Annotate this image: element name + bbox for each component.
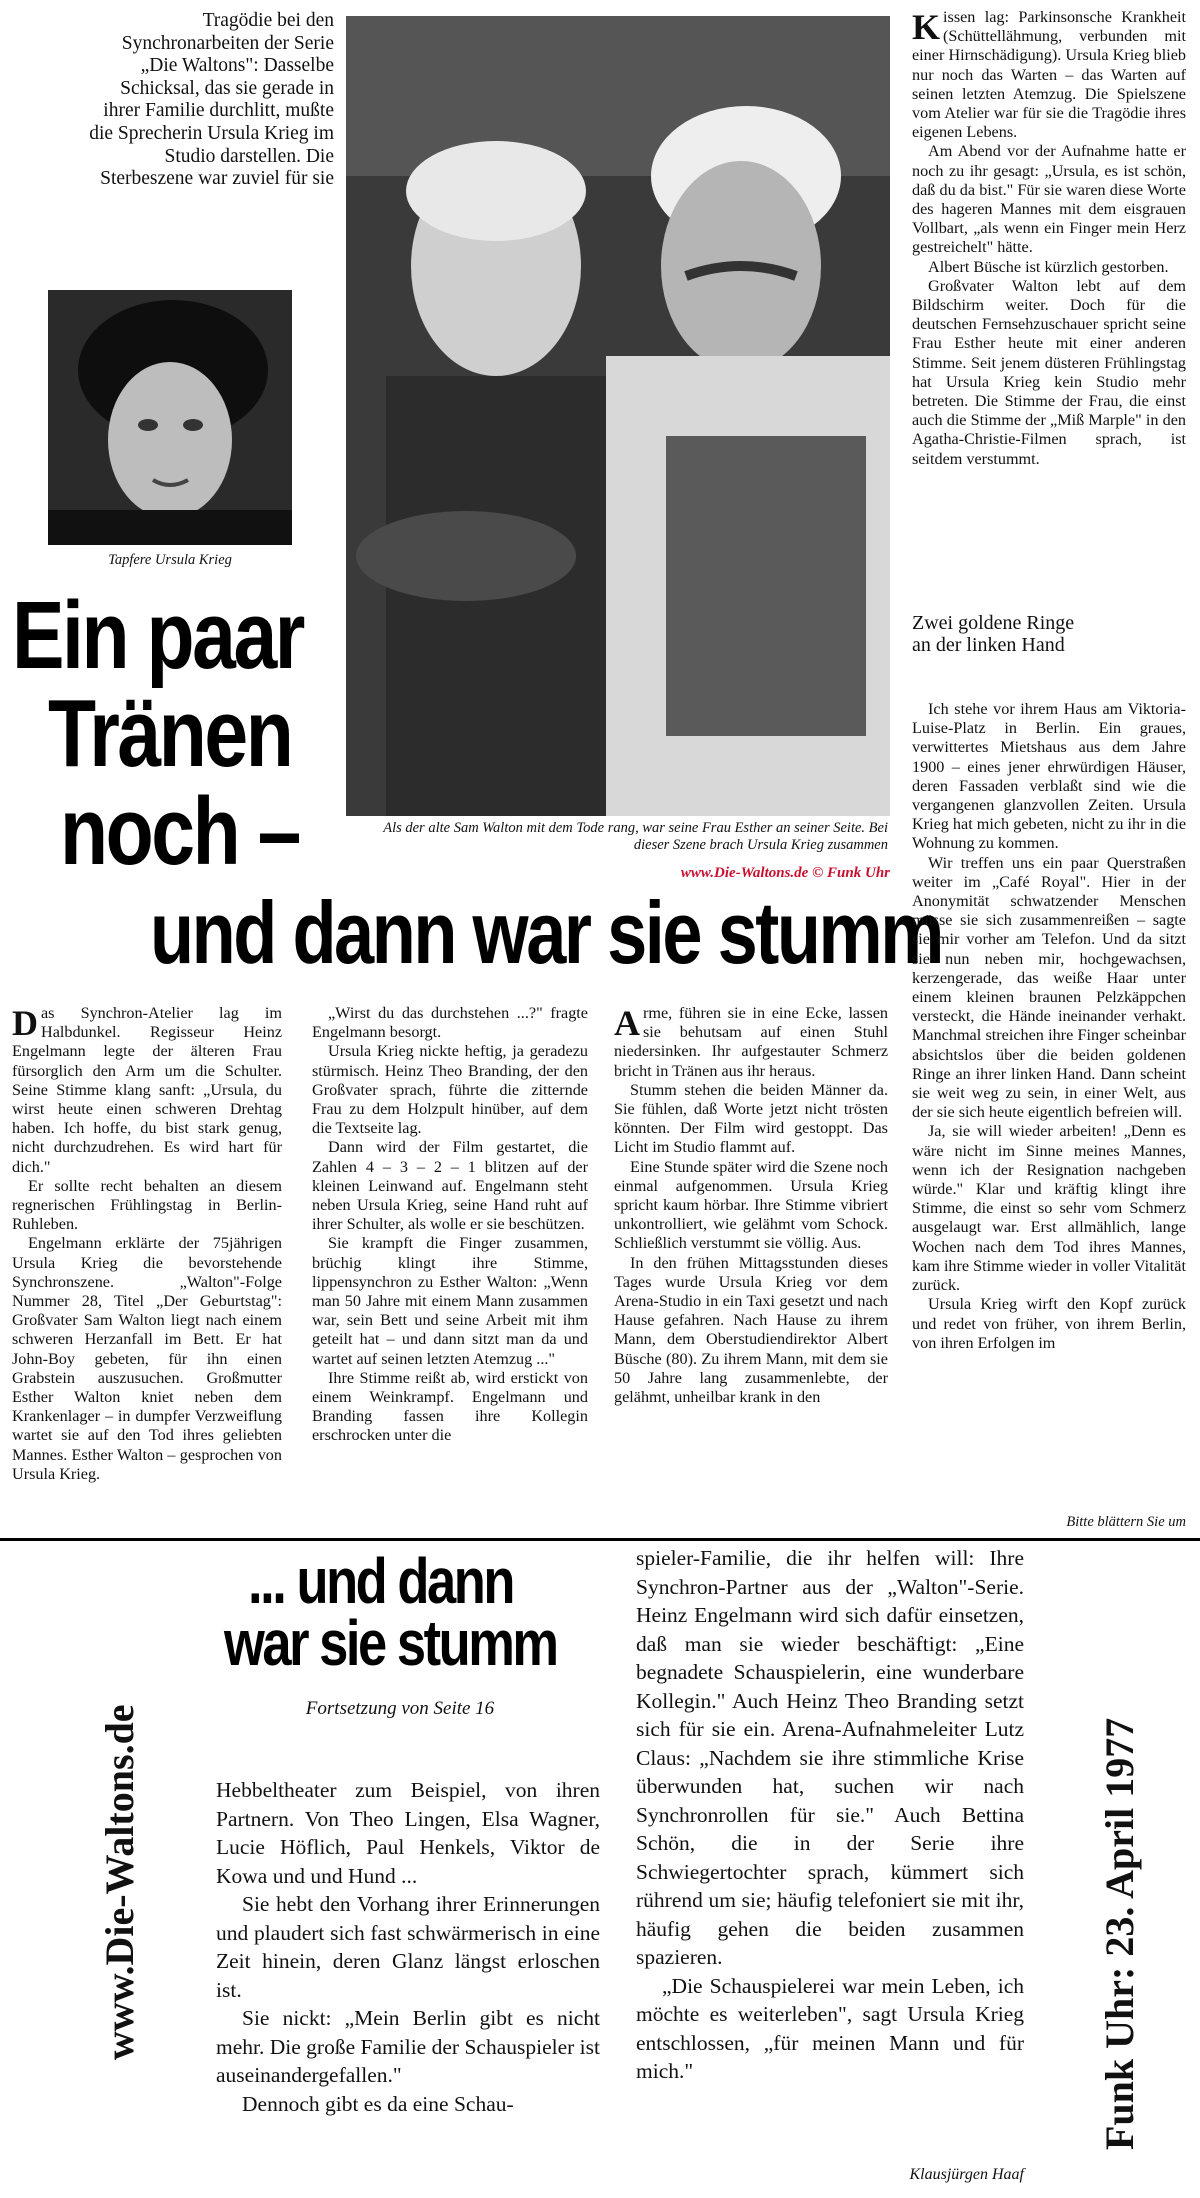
left-vertical-label: www.Die-Waltons.de: [97, 1704, 142, 2060]
waltons-photo: [346, 16, 890, 816]
paragraph: Hebbeltheater zum Beispiel, von ihren Partnern. Von Theo Lingen, Elsa Wagner, Lucie Höflich, Paul Henkels, Viktor de Kowa und und Hund ...: [216, 1778, 600, 1888]
paragraph: Am Abend vor der Aufnahme hatte er noch zu ihr gesagt: „Ursula, es ist schön, daß du da bist." Für sie waren diese Worte des hageren Mannes mit dem eisgrauen Vollbart, „als wenn ein Finger mein Herz gestreichelt" hätte.: [912, 142, 1186, 257]
paragraph: Großvater Walton lebt auf dem Bildschirm weiter. Doch für die deutschen Fernsehzuschauer spricht seine Frau Esther heute mit einer anderen Stimme. Seit jenem düsteren Frühlingstag hat Ursula Krieg kein Studio mehr betreten. Die Stimme der Frau, die einst auch die Stimme der „Miß Marple" in den Agatha-Christie-Filmen sprach, ist seitdem verstummt.: [912, 276, 1186, 468]
paragraph: Ich stehe vor ihrem Haus am Viktoria-Luise-Platz in Berlin. Ein graues, verwittertes Mietshaus aus dem Jahre 1900 – eines jener ehrwürdigen Häuser, deren Fassaden verblaßt sind wie die vergangenen glanzvollen Zeiten. Ursula Krieg hat mich gebeten, nicht zu ihr in die Wohnung zu kommen.: [912, 700, 1186, 853]
headline-line-2: Tränen: [48, 680, 292, 787]
paragraph: Eine Stunde später wird die Szene noch einmal aufgenommen. Ursula Krieg spricht kaum hörbar. Ihre Stimme vibriert unkontrolliert, wie gelähmt vom Schock. Schließlich verstummt sie völlig. Aus.: [614, 1157, 888, 1253]
subhead: Zwei goldene Ringe an der linken Hand: [912, 612, 1075, 656]
portrait-caption: Tapfere Ursula Krieg: [108, 552, 232, 568]
headline-line-3: noch –: [60, 778, 299, 885]
paragraph: Dann wird der Film gestartet, die Zahlen 4 – 3 – 2 – 1 blitzen auf der kleinen Leinwand auf. Engelmann steht neben Ursula Krieg, seine Hand ruht auf ihrer Schulter, als wolle er sie beschützen.: [312, 1138, 588, 1234]
main-photo: [346, 16, 890, 816]
headline-line-4: und dann war sie stumm: [150, 883, 942, 982]
cont-from: Fortsetzung von Seite 16: [305, 1698, 495, 1719]
cont-column-1: [216, 1776, 600, 2118]
cont-headline-2: war sie stumm: [224, 1607, 557, 1679]
paragraph: „Wirst du das durchstehen ...?" fragte Engelmann besorgt.: [312, 1004, 588, 1042]
paragraph: Sie krampft die Finger zusammen, brüchig klingt ihre Stimme, lippensynchron zu Esther Walton: „Wenn man 50 Jahre mit einem Mann zusammen war, sein Bett und seine Arbeit mit ihm geteilt hat – und dann sitzt man da und wartet auf seinen letzten Atemzug ...": [312, 1234, 588, 1368]
photo-caption: Als der alte Sam Walton mit dem Tode rang, war seine Frau Esther an seiner Seite. Bei dieser Szene brach Ursula Krieg zusammen: [383, 820, 888, 853]
cont-column-2: [636, 1544, 1024, 2086]
paragraph: Dennoch gibt es da eine Schau-: [242, 2091, 514, 2116]
paragraph: Engelmann erklärte der 75jährigen Ursula Krieg die bevorstehende Synchronszene. „Walton"-Folge Nummer 28, Titel „Der Geburtstag": Großvater Sam Walton liegt nach einem schweren Herzanfall im Bett. Er hat John-Boy gebeten, für ihn einen Grabstein auszusuchen. Großmutter Esther Walton kniet neben dem Krankenlager – in dumpfer Verzweiflung wartet sie auf den Tod ihres geliebten Mannes. Esther Walton – gesprochen von Ursula Krieg.: [12, 1234, 282, 1483]
paragraph: Sie nickt: „Mein Berlin gibt es nicht mehr. Die große Familie der Schauspieler ist auseinandergefallen.": [216, 2006, 600, 2087]
right-vertical-label: Funk Uhr: 23. April 1977: [1097, 1717, 1142, 2150]
paragraph: Wir treffen uns ein paar Querstraßen weiter im „Café Royal". Hier in der Anonymität schwatzender Menschen müsse sie sich zusammenreißen – sagte sie mir vorher am Telefon. Und da sitzt sie nun neben mir, hochgewachsen, kerzengerade, das weiße Haar unter einem kleinen braunen Pelzkäppchen versteckt, die Hände ineinander verhakt. Manchmal streichen ihre Finger scheinbar absichtslos über die beiden goldenen Ringe an ihrer linken Hand. Dann scheint sie weit weg zu sein, in einer Welt, aus der sie sich heute eigentlich befreien will.: [912, 853, 1186, 1122]
paragraph: In den frühen Mittagsstunden dieses Tages wurde Ursula Krieg vor dem Arena-Studio in ein Taxi gesetzt und nach Hause gefahren. Nach Hause zu ihrem Mann, dem Oberstudiendirektor Albert Büsche (80). Zu ihrem Mann, mit dem sie 50 Jahre lang zusammenlebte, der gelähmt, unheilbar krank in den: [614, 1253, 888, 1407]
paragraph: Ursula Krieg wirft den Kopf zurück und redet von früher, von ihrem Berlin, von ihren Erfolgen im: [912, 1295, 1186, 1352]
author: Klausjürgen Haaf: [909, 2166, 1024, 2183]
paragraph: Kissen lag: Parkinsonsche Krankheit (Schüttellähmung, verbunden mit einer Hirnschädigung). Ursula Krieg blieb nur noch das Warten – das Warten auf seinen letzten Atemzug. Die Spielszene vom Atelier war für sie die Tragödie ihres eigenen Lebens.: [912, 7, 1186, 142]
teaser-text: Tragödie bei den Synchronarbeiten der Serie „Die Waltons": Dasselbe Schicksal, das sie gerade in ihrer Familie durchlitt, mußte die Sprecherin Ursula Krieg im Studio darstellen. Die Sterbeszene war zuviel für sie: [89, 10, 334, 190]
paragraph: Er sollte recht behalten an diesem regnerischen Frühlingstag in Berlin-Ruhleben.: [12, 1176, 282, 1234]
portrait-photo: [48, 290, 292, 545]
section-divider: [0, 1538, 1200, 1541]
portrait-image: [48, 290, 292, 545]
paragraph: Sie hebt den Vorhang ihrer Erinnerungen und plaudert sich fast schwärmerisch in eine Zeit hinein, deren Glanz längst erloschen ist.: [216, 1892, 600, 2002]
paragraph: spieler-Familie, die ihr helfen will: Ihre Synchron-Partner aus der „Walton"-Serie. Heinz Engelmann wird sich dafür einsetzen, daß man sie wieder beschäftigt: „Eine begnadete Schauspielerin, eine wunderbare Kollegin." Auch Heinz Theo Branding setzt sich für sie ein. Arena-Aufnahmeleiter Lutz Claus: „Nachdem sie ihre stimmliche Krise überwunden hat, suchen wir nach Synchronrollen für sie." Auch Bettina Schön, die in der Serie ihre Schwiegertochter sprach, kümmert sich rührend um sie; häufig telefoniert sie mit ihr, häufig gehen die beiden zusammen spazieren.: [636, 1546, 1024, 1969]
bitte-blaettern: Bitte blättern Sie um: [1066, 1514, 1186, 1530]
paragraph: Stumm stehen die beiden Männer da. Sie fühlen, daß Worte jetzt nicht trösten könnten. Der Film wird gestoppt. Das Licht im Studio flammt auf.: [614, 1080, 888, 1157]
article-column-2: [312, 1004, 588, 1446]
paragraph: Das Synchron-Atelier lag im Halbdunkel. Regisseur Heinz Engelmann legte der älteren Frau fürsorglich den Arm um die Schulter. Seine Stimme klang sanft: „Ursula, du wirst heute einen schweren Drehtag haben. Ich hoffe, du bist stark genug, nicht durchzudrehen. Es wird hart für dich.": [12, 1003, 282, 1176]
paragraph: „Die Schauspielerei war mein Leben, ich möchte es weiterleben", sagt Ursula Krieg entschlossen, „für meinen Mann und für mich.": [636, 1973, 1024, 2083]
paragraph: Albert Büsche ist kürzlich gestorben.: [928, 257, 1169, 276]
right-column-top: [912, 8, 1186, 469]
paragraph: Ihre Stimme reißt ab, wird erstickt von einem Weinkrampf. Engelmann und Branding fassen ihre Kollegin erschrocken unter die: [312, 1368, 588, 1445]
paragraph: Ja, sie will wieder arbeiten! „Denn es wäre nicht im Sinne meines Mannes, wenn ich der Resignation nachgeben würde." Klar und kräftig klingt ihre Stimme, die einst so sehr vom Schmerz ausgelaugt war. Erst allmählich, lange Wochen nach dem Tod ihres Mannes, kam ihre Stimme wieder in voller Vitalität zurück.: [912, 1122, 1186, 1295]
article-column-3: [614, 1004, 888, 1407]
cont-headline-1: ... und dann: [248, 1545, 513, 1617]
right-column-bottom: [912, 700, 1186, 1353]
headline-line-1: Ein paar: [12, 582, 303, 689]
paragraph: Ursula Krieg nickte heftig, ja geradezu stürmisch. Heinz Theo Branding, der den Großvater sprach, führte die zitternde Frau zu dem Holzpult hinüber, auf dem die Textseite lag.: [312, 1042, 588, 1138]
watermark: www.Die-Waltons.de © Funk Uhr: [680, 865, 890, 881]
paragraph: Arme, führen sie in eine Ecke, lassen sie behutsam auf einen Stuhl niedersinken. Ihr aufgestauter Schmerz bricht in Tränen aus ihr heraus.: [614, 1003, 888, 1080]
article-column-1: [12, 1004, 282, 1484]
